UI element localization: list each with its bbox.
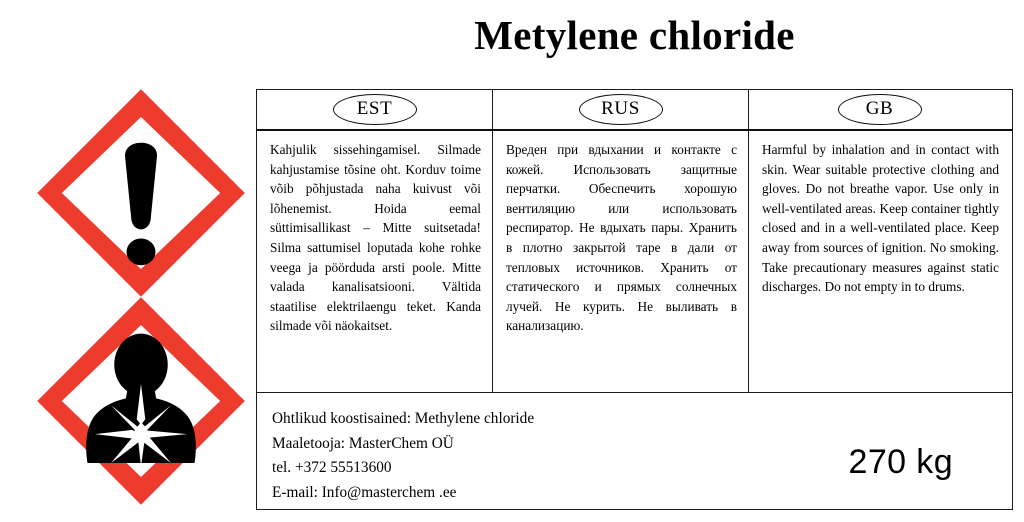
language-cell-est	[257, 90, 493, 129]
hazard-text-gb: Harmful by inhalation and in contact with skin. Wear suitable protective clothing and gloves. Do not breathe vapor. Use only in well-ventilated areas. Keep container tightly closed and in a well-ventilated place. Keep away from sources of ignition. No smoking. Take precautionary measures against static discharges. Do not empty in to drums.	[762, 142, 999, 295]
language-cell-gb	[749, 90, 1010, 129]
importer-line: Maaletooja: MasterChem OÜ	[272, 434, 454, 452]
page-title: Metylene chloride	[474, 12, 795, 58]
exclamation-dot-shape	[127, 238, 156, 265]
hazard-text-row	[257, 131, 1012, 393]
hazard-text-rus: Вреден при вдыхании и контакте с кожей. Использовать защитные перчатки. Обеспечить хорошую вентиляцию или использовать респиратор. Не вдыхать пары. Хранить в плотно закрытой таре в дали от тепловых источников. Хранить от статического и прямых солнечных лучей. Не курить. Не выливать в канализацию.	[493, 131, 749, 392]
telephone-line: tel. +372 55513600	[272, 459, 392, 476]
ghs08-health-hazard-pictogram	[34, 294, 248, 508]
language-code-badge-gb: GB	[838, 94, 922, 125]
language-cell-rus	[493, 90, 749, 129]
exclamation-bar-shape	[125, 143, 157, 230]
net-weight-value: 270 kg	[848, 443, 953, 481]
email-line: E-mail: Info@masterchem .ee	[272, 483, 457, 501]
hazard-statement-table	[256, 89, 1013, 510]
language-code-badge-rus: RUS	[579, 94, 663, 125]
supplier-contact-block	[272, 407, 534, 505]
hazard-text-est: Kahjulik sissehingamisel. Silmade kahjustamise tõsine oht. Korduv toime võib põhjustada naha kuivust või lõhenemist. Hoida eemal süttimisallikast – Mitte suitsetada! Silma sattumisel loputada kohe rohke veega ja pöörduda arsti poole. Mitte valada kanalisatsiooni. Vältida staatilise elektrilaengu teket. Kanda silmade või näokaitset.	[257, 131, 493, 392]
ghs07-exclamation-mark-pictogram	[34, 86, 248, 300]
language-code-badge-est: EST	[333, 94, 417, 125]
hazard-pictogram-group	[34, 86, 248, 510]
supplier-info-row	[257, 393, 1012, 509]
hazardous-ingredients-line: Ohtlikud koostisained: Methylene chloride	[272, 410, 535, 427]
language-header-row	[257, 90, 1012, 131]
